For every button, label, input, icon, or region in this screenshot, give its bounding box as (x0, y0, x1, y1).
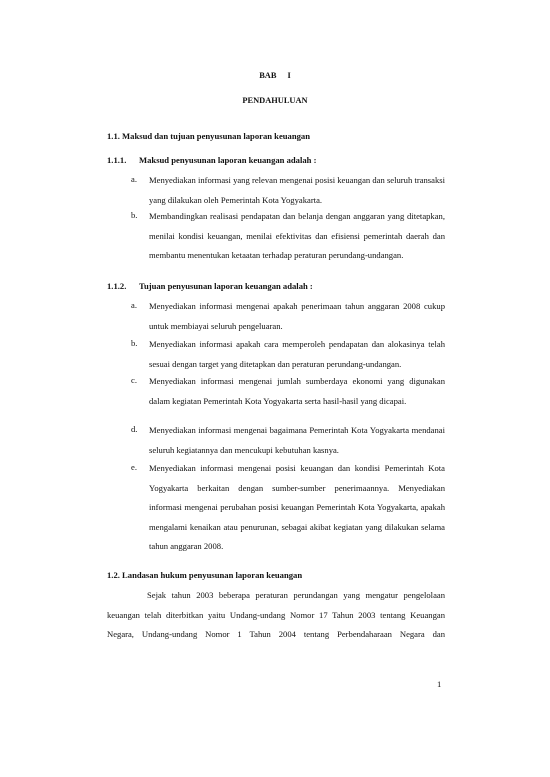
subsection-number-1-1-1: 1.1.1. (107, 155, 127, 165)
list-item-text: Menyediakan informasi mengenai jumlah sumberdaya ekonomi yang digunakan dalam kegiatan Pemerintah Kota Yogyakarta serta hasil-hasil yang dicapai. (149, 376, 445, 406)
list-marker: a. (131, 174, 137, 184)
subsection-heading-1-1-1: Maksud penyusunan laporan keuangan adalah : (139, 155, 317, 165)
subsection-number-1-1-2: 1.1.2. (107, 281, 127, 291)
chapter-title: PENDAHULUAN (242, 96, 308, 105)
list-marker: a. (131, 300, 137, 310)
landasan-paragraph: Sejak tahun 2003 beberapa peraturan perundangan yang mengatur pengelolaan keuangan telah diterbitkan yaitu Undang-undang Nomor 17 Tahun 2003 tentang Keuangan Negara, Undang-undang Nomor 1 Tahun 2004 tentang Perbendaharaan Negara dan (107, 590, 445, 639)
list-item-text: Menyediakan informasi apakah cara memperoleh pendapatan dan alokasinya telah sesuai dengan target yang ditetapkan dan peraturan perundang-undangan. (149, 339, 445, 369)
subsection-heading-1-1-2: Tujuan penyusunan laporan keuangan adalah : (139, 281, 313, 291)
list-item-text: Menyediakan informasi yang relevan mengenai posisi keuangan dan seluruh transaksi yang dilakukan oleh Pemerintah Kota Yogyakarta. (149, 175, 445, 205)
list-item-text: Menyediakan informasi mengenai apakah penerimaan tahun anggaran 2008 cukup untuk membiayai seluruh pengeluaran. (149, 301, 445, 331)
section-heading-1-1: 1.1. Maksud dan tujuan penyusunan laporan keuangan (107, 131, 310, 141)
section-heading-1-2: 1.2. Landasan hukum penyusunan laporan keuangan (107, 570, 303, 580)
list-marker: c. (131, 375, 137, 385)
list-marker: b. (131, 210, 138, 220)
list-marker: e. (131, 462, 137, 472)
list-item-text: Menyediakan informasi mengenai bagaimana Pemerintah Kota Yogyakarta mendanai seluruh kegiatannya dan mencukupi kebutuhan kasnya. (149, 425, 445, 455)
list-item-text: Menyediakan informasi mengenai posisi keuangan dan kondisi Pemerintah Kota Yogyakarta berkaitan dengan sumber-sumber penerimaannya. Menyediakan informasi mengenai perubahan posisi keuangan Pemerintah Kota Yogyakarta, apakah mengalami kenaikan atau penurunan, sebagai akibat kegiatan yang dilakukan selama tahun anggaran 2008. (149, 463, 445, 551)
list-item-text: Membandingkan realisasi pendapatan dan belanja dengan anggaran yang ditetapkan, menilai kondisi keuangan, menilai efektivitas dan efisiensi pemerintah daerah dan membantu menentukan ketaatan terhadap peraturan perundang-undangan. (149, 211, 445, 260)
chapter-label: BAB I (259, 71, 291, 80)
list-marker: b. (131, 338, 138, 348)
page-number: 1 (437, 679, 442, 689)
list-marker: d. (131, 424, 138, 434)
